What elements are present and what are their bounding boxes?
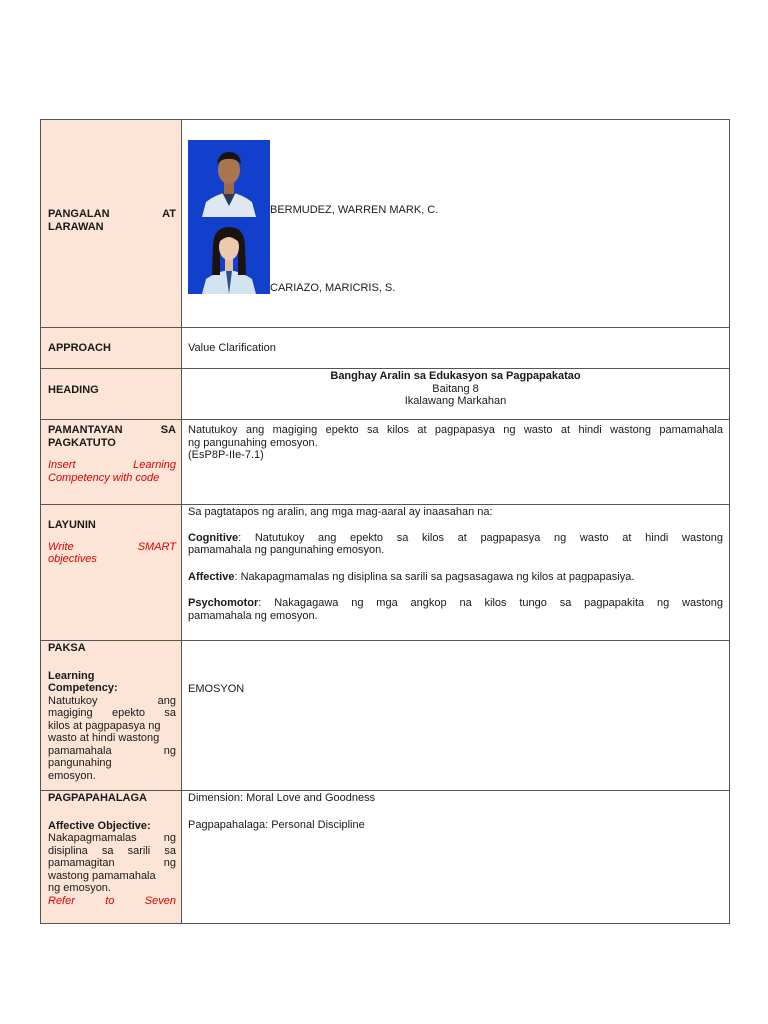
- values-cell: [182, 791, 729, 923]
- competency-text-word: ang: [157, 694, 176, 707]
- competency-text-line: [48, 732, 176, 745]
- heading-quarter: Ikalawang Markahan: [404, 395, 507, 407]
- note-insert: Insert: [48, 459, 76, 471]
- competency-text-word: epekto: [111, 707, 146, 719]
- psychomotor-text: : Nakagagawa ng mga angkop na kilos tungo sa pagpapakita ng wastong: [258, 597, 723, 609]
- competency-text-word: emosyon.: [48, 769, 96, 782]
- name-cariazo: CARIAZO, MARICRIS, S.: [270, 282, 396, 294]
- label-larawan: LARAWAN: [48, 220, 104, 233]
- row-objectives: [40, 504, 730, 640]
- competency-text: [48, 695, 176, 783]
- note-refer-word: Refer: [48, 894, 75, 907]
- label-sa: SA: [160, 424, 176, 436]
- note-learning: Learning: [133, 459, 176, 471]
- heading-cell: [182, 369, 729, 419]
- objectives-cell: [182, 505, 729, 640]
- affective-objective-text-word: disiplina: [48, 844, 88, 857]
- affective-objective-text-word: Nakapagmamalas: [48, 832, 137, 844]
- pagpapahalaga-text: Pagpapahalaga: Personal Discipline: [188, 818, 365, 831]
- competency-text-line: [48, 695, 176, 708]
- affective-objective-text-line: [48, 882, 176, 895]
- psychomotor-line2: pamamahala ng emosyon.: [188, 609, 318, 622]
- standards-cell: [182, 420, 729, 504]
- competency-text-line: [48, 707, 176, 720]
- cognitive-text: : Natutukoy ang epekto sa kilos at pagpapasya ng wasto at hindi wastong: [238, 531, 723, 544]
- affective-objective-text-word: sa: [101, 844, 114, 857]
- note-refer: [48, 895, 176, 908]
- standards-text-line1: Natutukoy ang magiging epekto sa kilos at pagpapasya ng wasto at hindi wastong pamamahala: [188, 424, 723, 436]
- label-cell-standards: [41, 420, 182, 504]
- affective-objective-text-word: wastong pamamahala: [48, 869, 156, 882]
- label-cell-objectives: [41, 505, 182, 640]
- label-competency: Competency:: [48, 682, 118, 694]
- affective-objective-text: [48, 832, 176, 895]
- objectives-intro: Sa pagtatapos ng aralin, ang mga mag-aaral ay inaasahan na:: [188, 506, 493, 518]
- cognitive-label: Cognitive: [188, 531, 239, 544]
- label-paksa: PAKSA: [48, 642, 86, 654]
- competency-text-word: sa: [164, 707, 176, 719]
- affective-objective-text-line: [48, 845, 176, 858]
- competency-text-word: ng: [163, 744, 176, 757]
- note-competency: Competency with code: [48, 471, 160, 484]
- affective-line: [188, 571, 723, 584]
- competency-text-word: pamamahala: [48, 744, 112, 757]
- row-heading: [40, 368, 730, 419]
- label-pamantayan: PAMANTAYAN: [48, 424, 123, 436]
- topic-value: EMOSYON: [188, 683, 245, 695]
- person-male-image: [188, 140, 270, 217]
- competency-text-word: Natutukoy: [48, 694, 98, 707]
- label-at: AT: [162, 208, 176, 220]
- label-cell-topic: [41, 641, 182, 790]
- competency-text-word: kilos at pagpapasya ng: [48, 719, 161, 732]
- competency-text-word: magiging: [48, 707, 93, 719]
- standards-text-line2: ng pangunahing emosyon.: [188, 436, 318, 449]
- affective-objective-text-word: ng: [163, 857, 176, 869]
- names-cell: [182, 120, 729, 327]
- competency-text-line: [48, 757, 176, 770]
- note-refer-word: to: [105, 894, 115, 907]
- photo-cariazo: [188, 217, 270, 294]
- row-topic: [40, 640, 730, 790]
- affective-objective-text-word: ng emosyon.: [48, 882, 111, 894]
- label-heading: HEADING: [41, 369, 182, 419]
- competency-text-line: [48, 720, 176, 733]
- affective-objective-text-word: pamamagitan: [48, 857, 115, 869]
- cognitive-line2: pamamahala ng pangunahing emosyon.: [188, 544, 385, 556]
- affective-label: Affective: [188, 570, 235, 583]
- heading-title: Banghay Aralin sa Edukasyon sa Pagpapakatao: [330, 370, 581, 382]
- dimension-text: Dimension: Moral Love and Goodness: [188, 792, 376, 804]
- affective-objective-text-line: [48, 832, 176, 845]
- note-refer-word: Seven: [144, 894, 176, 907]
- label-pagpapahalaga: PAGPAPAHALAGA: [48, 792, 147, 804]
- name-bermudez: BERMUDEZ, WARREN MARK, C.: [270, 204, 439, 216]
- psychomotor-label: Psychomotor: [188, 597, 259, 609]
- note-write: Write: [48, 540, 74, 553]
- person-female-image: [188, 217, 270, 294]
- label-affective-objective: Affective Objective:: [48, 819, 151, 832]
- label-cell-values: [41, 791, 182, 923]
- psychomotor-line1: [188, 597, 723, 610]
- cognitive-line1: [188, 532, 723, 545]
- row-names: [40, 119, 730, 327]
- affective-text: : Nakapagmamalas ng disiplina sa sarili sa pagsasagawa ng kilos at pagpapasiya.: [234, 570, 635, 583]
- competency-text-line: [48, 770, 176, 783]
- approach-value: Value Clarification: [188, 342, 276, 354]
- competency-text-word: wasto at hindi wastong: [48, 732, 160, 744]
- label-learning: Learning: [48, 669, 95, 682]
- row-approach: [40, 327, 730, 368]
- lesson-plan-table: [40, 119, 730, 924]
- affective-objective-text-line: [48, 870, 176, 883]
- affective-objective-text-word: ng: [163, 832, 176, 844]
- row-values: [40, 790, 730, 924]
- label-cell-names: [41, 120, 182, 327]
- note-objectives: objectives: [48, 553, 97, 565]
- heading-grade: Baitang 8: [432, 382, 479, 395]
- competency-text-word: pangunahing: [48, 757, 112, 769]
- standards-code: (EsP8P-IIe-7.1): [188, 449, 264, 461]
- affective-objective-text-word: sa: [164, 844, 176, 857]
- affective-objective-text-line: [48, 857, 176, 870]
- label-layunin: LAYUNIN: [48, 519, 96, 531]
- label-pangalan: PANGALAN: [48, 208, 110, 220]
- competency-text-line: [48, 745, 176, 758]
- row-standards: [40, 419, 730, 504]
- label-pagkatuto: PAGKATUTO: [48, 436, 116, 449]
- photo-bermudez: [188, 140, 270, 217]
- affective-objective-text-word: sarili: [127, 844, 151, 857]
- note-smart: SMART: [137, 540, 176, 553]
- label-approach: APPROACH: [41, 328, 182, 368]
